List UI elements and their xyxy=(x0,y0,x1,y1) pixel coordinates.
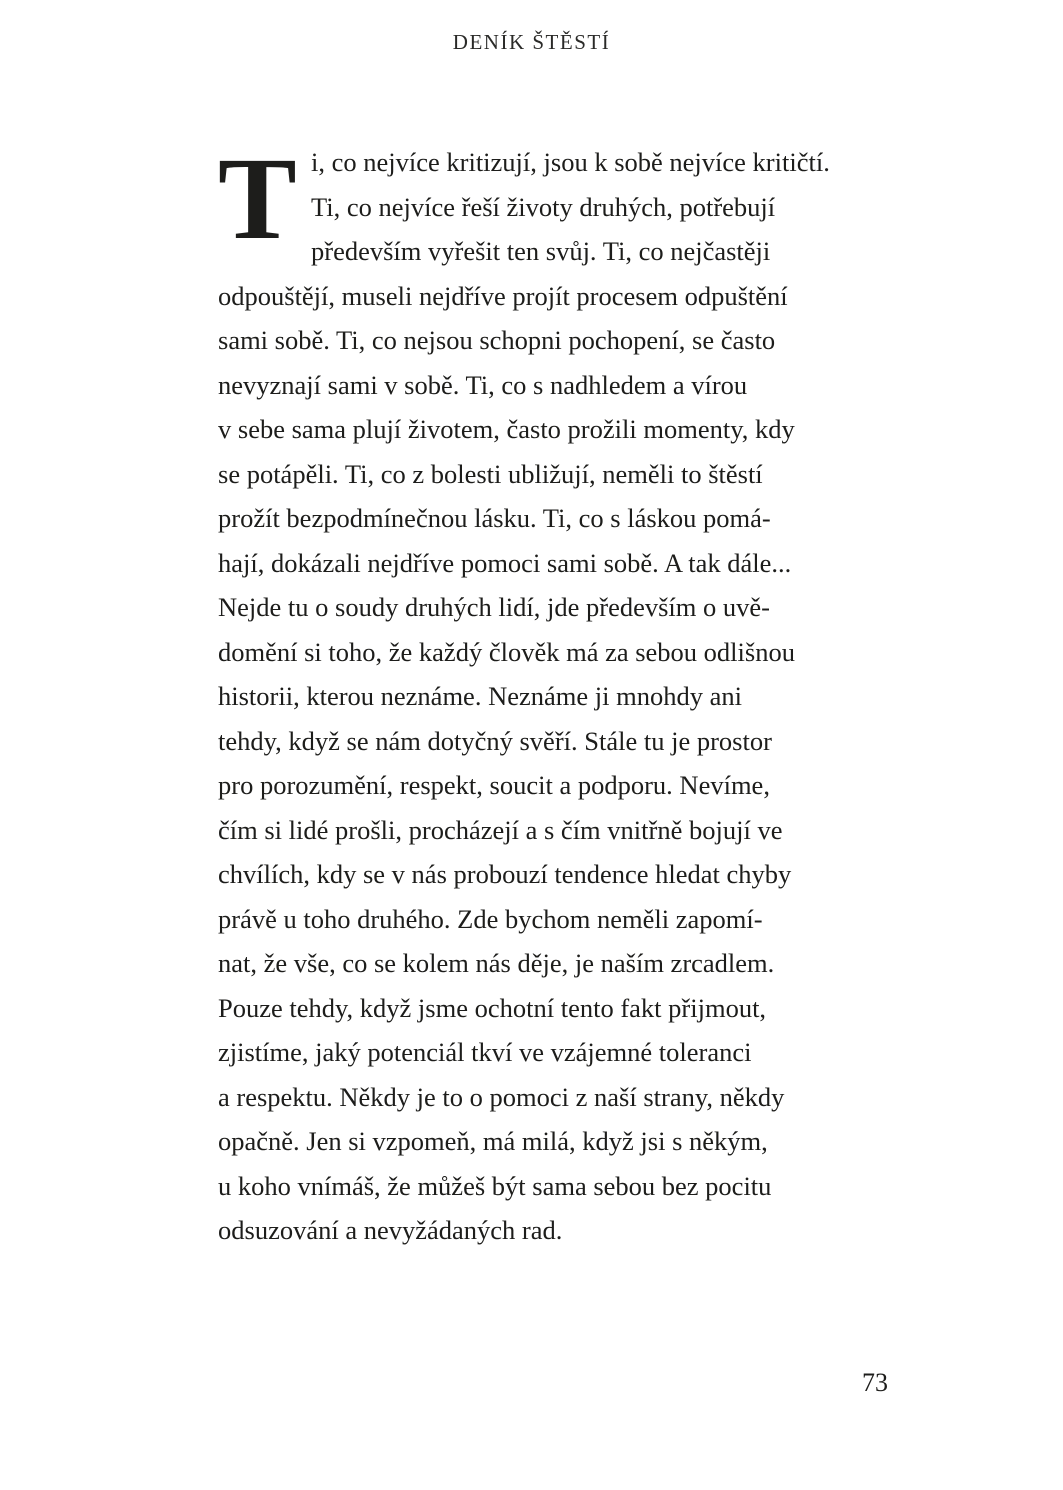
running-header: DENÍK ŠTĚSTÍ xyxy=(452,30,611,54)
text-line: se potápěli. Ti, co z bolesti ubližují, neměli to štěstí xyxy=(218,458,763,489)
text-line: pro porozumění, respekt, soucit a podporu. Nevíme, xyxy=(218,770,770,800)
text-line: a respektu. Někdy je to o pomoci z naší strany, někdy xyxy=(218,1081,785,1112)
text-line: sami sobě. Ti, co nejsou schopni pochopení, se často xyxy=(218,325,776,355)
text-line: Pouze tehdy, když jsme ochotní tento fakt přijmout, xyxy=(218,992,767,1023)
text-line: v sebe sama plují životem, často prožili momenty, kdy xyxy=(218,414,795,444)
body-text xyxy=(218,133,898,1253)
text-line: právě u toho druhého. Zde bychom neměli zapomí- xyxy=(218,903,763,934)
text-line: domění si toho, že každý člověk má za sebou odlišnou xyxy=(218,636,795,667)
drop-cap: T xyxy=(218,133,297,264)
text-line: tehdy, když se nám dotyčný svěří. Stále tu je prostor xyxy=(218,725,772,756)
text-line: u koho vnímáš, že můžeš být sama sebou bez pocitu xyxy=(218,1170,772,1201)
text-line: nat, že vše, co se kolem nás děje, je naším zrcadlem. xyxy=(218,948,775,978)
text-line: chvílích, kdy se v nás probouzí tendence hledat chyby xyxy=(218,859,792,889)
text-line: prožít bezpodmínečnou lásku. Ti, co s láskou pomá- xyxy=(218,503,771,533)
text-line: i, co nejvíce kritizují, jsou k sobě nejvíce kritičtí. xyxy=(311,147,830,177)
text-line: Ti, co nejvíce řeší životy druhých, potřebují xyxy=(311,191,776,222)
text-line: odpouštějí, museli nejdříve projít procesem odpuštění xyxy=(218,280,788,311)
text-line: nevyznají sami v sobě. Ti, co s nadhledem a vírou xyxy=(218,369,748,400)
text-line: historii, kterou neznáme. Neznáme ji mnohdy ani xyxy=(218,681,742,711)
text-line: opačně. Jen si vzpomeň, má milá, když jsi s někým, xyxy=(218,1126,768,1156)
text-line: především vyřešit ten svůj. Ti, co nejčastěji xyxy=(311,236,771,266)
text-line: hají, dokázali nejdříve pomoci sami sobě. A tak dále... xyxy=(218,547,792,578)
page-number: 73 xyxy=(862,1368,888,1397)
text-line: odsuzování a nevyžádaných rad. xyxy=(218,1215,563,1245)
text-line: zjistíme, jaký potenciál tkví ve vzájemné toleranci xyxy=(218,1037,752,1067)
text-line: čím si lidé prošli, procházejí a s čím vnitřně bojují ve xyxy=(218,814,783,845)
text-line: Nejde tu o soudy druhých lidí, jde především o uvě- xyxy=(218,592,770,622)
